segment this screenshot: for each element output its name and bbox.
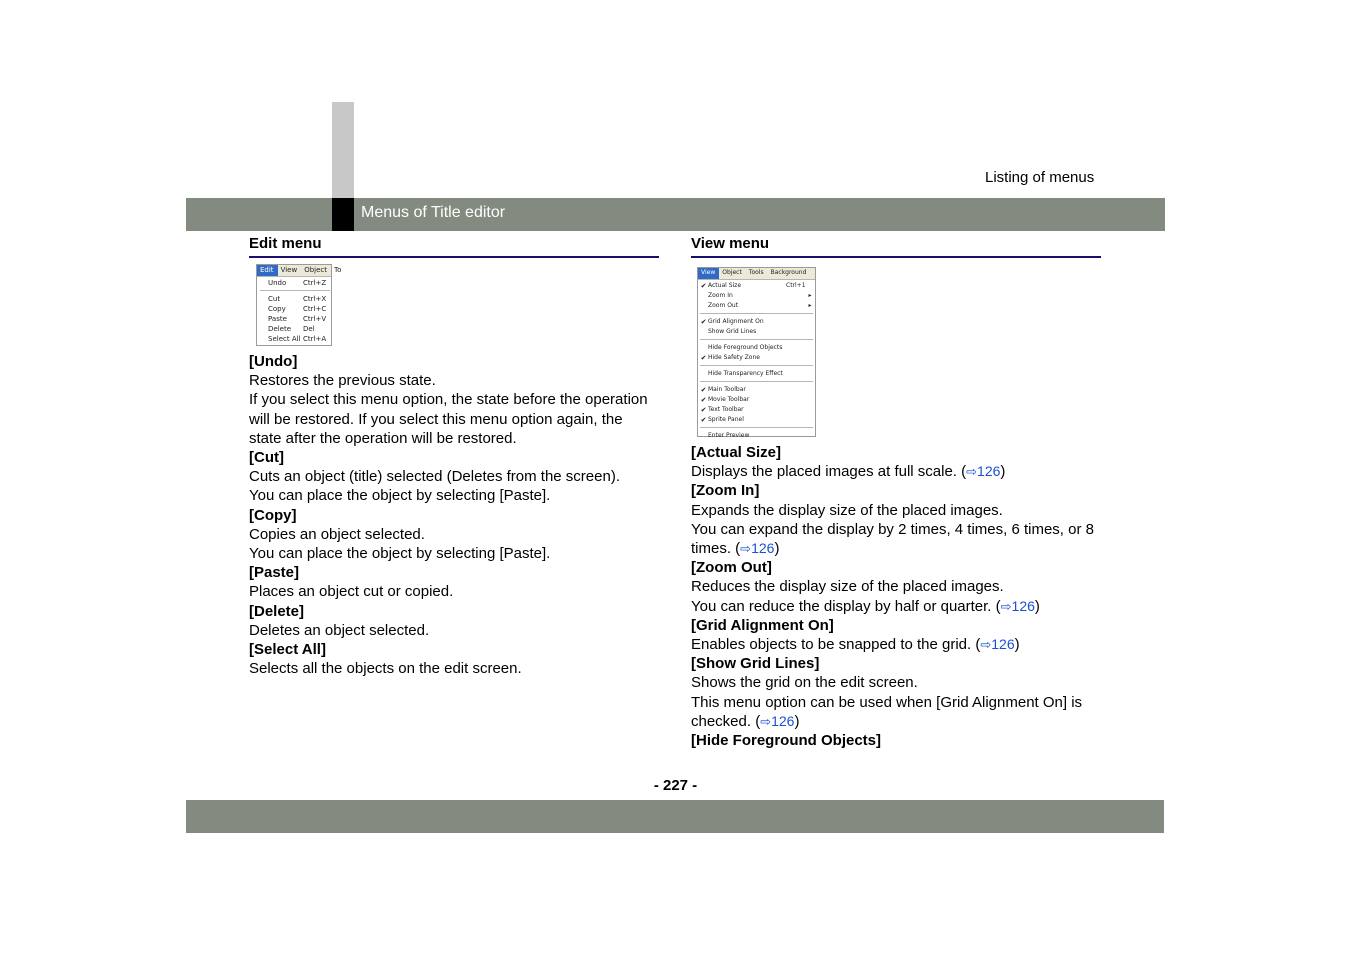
entry-title-delete: [Delete] [249, 602, 305, 620]
arrow-right-icon: ⇨ [740, 541, 752, 557]
page-link[interactable]: ⇨126 [1000, 597, 1035, 614]
entry-text: Expands the display size of the placed images. [691, 501, 1003, 519]
menu-item-grid-alignment-on: ✔ Grid Alignment On [700, 318, 764, 326]
menubar-view: View [698, 268, 719, 279]
check-icon: ✔ [700, 416, 707, 424]
entry-title-copy: [Copy] [249, 506, 297, 524]
screenshot-menubar [698, 268, 815, 280]
entry-title-zoom-out: [Zoom Out] [691, 559, 772, 577]
entry-text: If you select this menu option, the state before the operation will be restored. If you select this menu option again, the state after the operation will be restored. [249, 391, 648, 447]
entry-text: Shows the grid on the edit screen. [691, 674, 918, 692]
entry-title-actual-size: [Actual Size] [691, 444, 782, 461]
screenshot-menubar [257, 265, 342, 277]
entry-title-undo: [Undo] [249, 353, 298, 370]
menubar-object: Object [304, 266, 327, 274]
menu-separator [260, 290, 330, 291]
arrow-right-icon: ⇨ [760, 713, 772, 729]
view-heading-rule [691, 256, 1101, 258]
menubar-tools: To [334, 266, 342, 274]
check-icon: ✔ [700, 282, 707, 290]
page-link[interactable]: ⇨126 [760, 712, 795, 729]
submenu-arrow-icon: ▸ [808, 292, 812, 299]
entry-text: Deletes an object selected. [249, 621, 430, 639]
check-icon: ✔ [700, 406, 707, 414]
menu-item-cut: Cut Ctrl+X [268, 294, 327, 303]
entry-text: You can place the object by selecting [Paste]. [249, 487, 551, 505]
menu-item-main-toolbar: ✔ Main Toolbar [700, 386, 746, 394]
page-link[interactable]: ⇨126 [966, 463, 1001, 480]
menu-item-zoom-in: Zoom In ▸ [699, 291, 814, 301]
arrow-right-icon: ⇨ [966, 464, 978, 480]
menu-item-copy: Copy Ctrl+C [268, 304, 327, 313]
menu-separator [700, 339, 813, 340]
edit-menu-screenshot [256, 264, 342, 346]
arrow-right-icon: ⇨ [1000, 598, 1012, 614]
entry-text: This menu option can be used when [Grid Alignment On] is checked. (⇨126) [691, 693, 1083, 730]
menubar-object: Object [722, 269, 742, 276]
header-tab-decoration [332, 102, 354, 198]
menu-item-text-toolbar: ✔ Text Toolbar [700, 406, 744, 414]
menu-item-actual-size: ✔ Actual Size Ctrl+1 [700, 282, 806, 290]
check-icon: ✔ [700, 386, 707, 394]
menu-item-paste: Paste Ctrl+V [268, 314, 327, 323]
entry-title-grid-alignment-on: [Grid Alignment On] [691, 616, 834, 634]
entry-text: You can place the object by selecting [Paste]. [249, 545, 551, 563]
edit-menu-descriptions [249, 352, 659, 678]
page-link[interactable]: ⇨126 [980, 636, 1015, 653]
menu-separator [700, 313, 813, 314]
menu-item-hide-foreground-objects: Hide Foreground Objects [708, 344, 783, 351]
entry-text: Places an object cut or copied. [249, 583, 454, 601]
entry-text: You can reduce the display by half or quarter. (⇨126) [691, 597, 1040, 615]
menu-item-hide-safety-zone: ✔ Hide Safety Zone [700, 354, 760, 362]
section-title: Menus of Title editor [361, 204, 506, 221]
entry-text: Cuts an object (title) selected (Deletes from the screen). [249, 468, 620, 486]
menubar-view: View [280, 266, 298, 274]
submenu-arrow-icon: ▸ [808, 302, 812, 309]
menu-item-zoom-out: Zoom Out ▸ [699, 301, 814, 311]
check-icon: ✔ [700, 318, 707, 326]
header-marker-block [332, 198, 354, 231]
entry-text: You can expand the display by 2 times, 4 times, 6 times, or 8 times. (⇨126) [691, 520, 1094, 558]
menu-separator [700, 365, 813, 366]
entry-text: Displays the placed images at full scale. (⇨126) [691, 463, 1006, 481]
entry-title-zoom-in: [Zoom In] [691, 482, 760, 500]
menu-item-show-grid-lines: Show Grid Lines [708, 328, 757, 335]
entry-text: Restores the previous state. [249, 372, 436, 390]
menubar-background: Background [770, 269, 807, 276]
menubar-tools: Tools [748, 269, 764, 276]
page-link[interactable]: ⇨126 [740, 540, 775, 557]
menu-item-enter-preview: Enter Preview [708, 432, 750, 439]
view-menu-descriptions [691, 443, 1106, 750]
running-head: Listing of menus [985, 169, 1095, 186]
menu-item-hide-transparency-effect: Hide Transparency Effect [708, 370, 783, 377]
edit-menu-heading: Edit menu [249, 235, 322, 252]
menu-item-undo: Undo Ctrl+Z [268, 278, 327, 287]
menu-item-movie-toolbar: ✔ Movie Toolbar [700, 396, 750, 404]
menu-separator [700, 381, 813, 382]
entry-text: Selects all the objects on the edit screen. [249, 660, 522, 678]
check-icon: ✔ [700, 354, 707, 362]
menu-separator [700, 427, 813, 428]
check-icon: ✔ [700, 396, 707, 404]
entry-text: Reduces the display size of the placed images. [691, 578, 1004, 596]
view-menu-screenshot [697, 267, 816, 437]
menu-item-sprite-panel: ✔ Sprite Panel [700, 416, 744, 424]
entry-title-cut: [Cut] [249, 449, 284, 467]
menu-item-select-all: Select All Ctrl+A [268, 334, 327, 343]
view-menu-heading: View menu [691, 235, 770, 252]
footer-bar [186, 800, 1164, 833]
entry-text: Enables objects to be snapped to the grid. (⇨126) [691, 636, 1020, 654]
entry-title-select-all: [Select All] [249, 641, 326, 659]
edit-heading-rule [249, 256, 659, 258]
arrow-right-icon: ⇨ [980, 637, 992, 653]
entry-title-hide-foreground-objects: [Hide Foreground Objects] [691, 732, 882, 750]
menubar-edit: Edit [257, 265, 278, 276]
entry-title-paste: [Paste] [249, 564, 300, 582]
entry-title-show-grid-lines: [Show Grid Lines] [691, 655, 820, 673]
entry-text: Copies an object selected. [249, 525, 425, 543]
page-number: - 227 - [653, 777, 698, 794]
menu-item-delete: Delete Del [268, 324, 315, 333]
